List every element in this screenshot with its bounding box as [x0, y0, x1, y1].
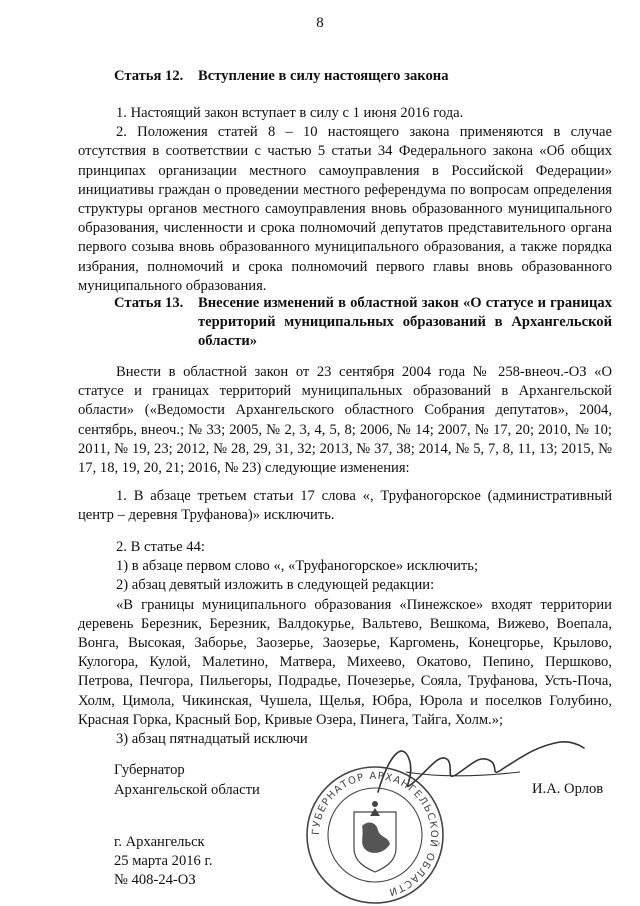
article-13-subitem-1: 1) в абзаце первом слово «, «Труфаногорское» исключить; [116, 558, 479, 575]
article-12-title: Вступление в силу настоящего закона [198, 68, 449, 84]
article-12-paragraph-1: 1. Настоящий закон вступает в силу с 1 июня 2016 года. [116, 105, 464, 121]
official-seal-text: ГУБЕРНАТОР АРХАНГЕЛЬСКОЙ ОБЛАСТИ [310, 770, 440, 898]
article-13-item-2 [78, 538, 612, 749]
article-13-quote: «В границы муниципального образования «Пинежское» входят территории деревень Березник, Березник, Валдокурье, Вальтево, Вешкома, Вижево, Воепала, Вонга, Высокая, Заборье, Заозерье, Заозерье, Каргомень, Конецгорье, Крылово, Кулогора, Кулой, Малетино, Матвера, Михеево, Окатово, Пепино, Першково, Петрова, Печгора, Пильегоры, Подрадье, Почезерье, Сояла, Труфанова, Усть-Поча, Холм, Цимола, Чикинская, Чушела, Щелья, Юбра, Юрола и поселков Голубино, Красная Горка, Красный Бор, Кривые Озера, Пинега, Тайга, Холм.»; [78, 596, 612, 728]
article-13-item-2-text: 2. В статье 44: [116, 539, 205, 555]
article-13-item-1-text: 1. В абзаце третьем статьи 17 слова «, Труфаногорское (административный центр – деревня Труфанова)» исключить. [78, 488, 612, 524]
signatory-position-line-2: Архангельской области [114, 782, 260, 798]
article-12-label: Статья 12. [114, 68, 184, 84]
signatory-name: И.А. Орлов [532, 781, 604, 797]
article-12-body [78, 104, 612, 296]
article-13-intro [78, 363, 612, 478]
article-13-item-1 [78, 487, 612, 525]
place-date-number [114, 833, 212, 890]
article-13-subitem-3: 3) абзац пятнадцатый исключи [116, 731, 308, 748]
page-number: 8 [316, 15, 324, 31]
official-seal [304, 764, 446, 906]
article-13-label: Статья 13. [114, 295, 184, 311]
article-12-heading [78, 67, 612, 87]
article-12-paragraph-2: 2. Положения статей 8 – 10 настоящего закона применяются в случае отсутствия в соответствии с частью 5 статьи 34 Федерального закона «Об общих принципах организации местного самоуправления в Российской Федерации» инициативы граждан о проведении местного референдума по вопросам определения структуры органов местного самоуправления вновь образованного муниципального образования, численности и срока полномочий депутатов представительного органа первого созыва вновь образованного муниципального образования, а также порядка избрания, полномочий и срока полномочий первого главы вновь образованного муниципального образования. [78, 124, 612, 294]
article-13-subitem-2: 2) абзац девятый изложить в следующей редакции: [116, 577, 435, 594]
article-13-intro-text: Внести в областной закон от 23 сентября 2004 года № 258-внеоч.-ОЗ «О статусе и границах территорий муниципальных образований в Архангельской области» («Ведомости Архангельского областного Собрания депутатов», 2004, сентябрь, внеоч.; № 33; 2005, № 2, 3, 4, 5, 8; 2006, № 14; 2007, № 17, 20; 2010, № 10; 2011, № 19, 23; 2012, № 28, 29, 31, 32; 2013, № 37, 38; 2014, № 5, 7, 8, 11, 13; 2015, № 17, 18, 19, 20, 21; 2016, № 23) следующие изменения: [78, 364, 612, 477]
signatory-position-line-1: Губернатор [114, 762, 185, 778]
law-number: № 408-24-ОЗ [114, 872, 196, 888]
signatory-position [114, 760, 260, 800]
article-13-heading [78, 294, 612, 354]
city: г. Архангельск [114, 834, 205, 850]
article-13-title: Внесение изменений в областной закон «О статусе и границах территорий муниципальных образований в Архангельской области» [198, 295, 612, 350]
date: 25 марта 2016 г. [114, 853, 213, 869]
